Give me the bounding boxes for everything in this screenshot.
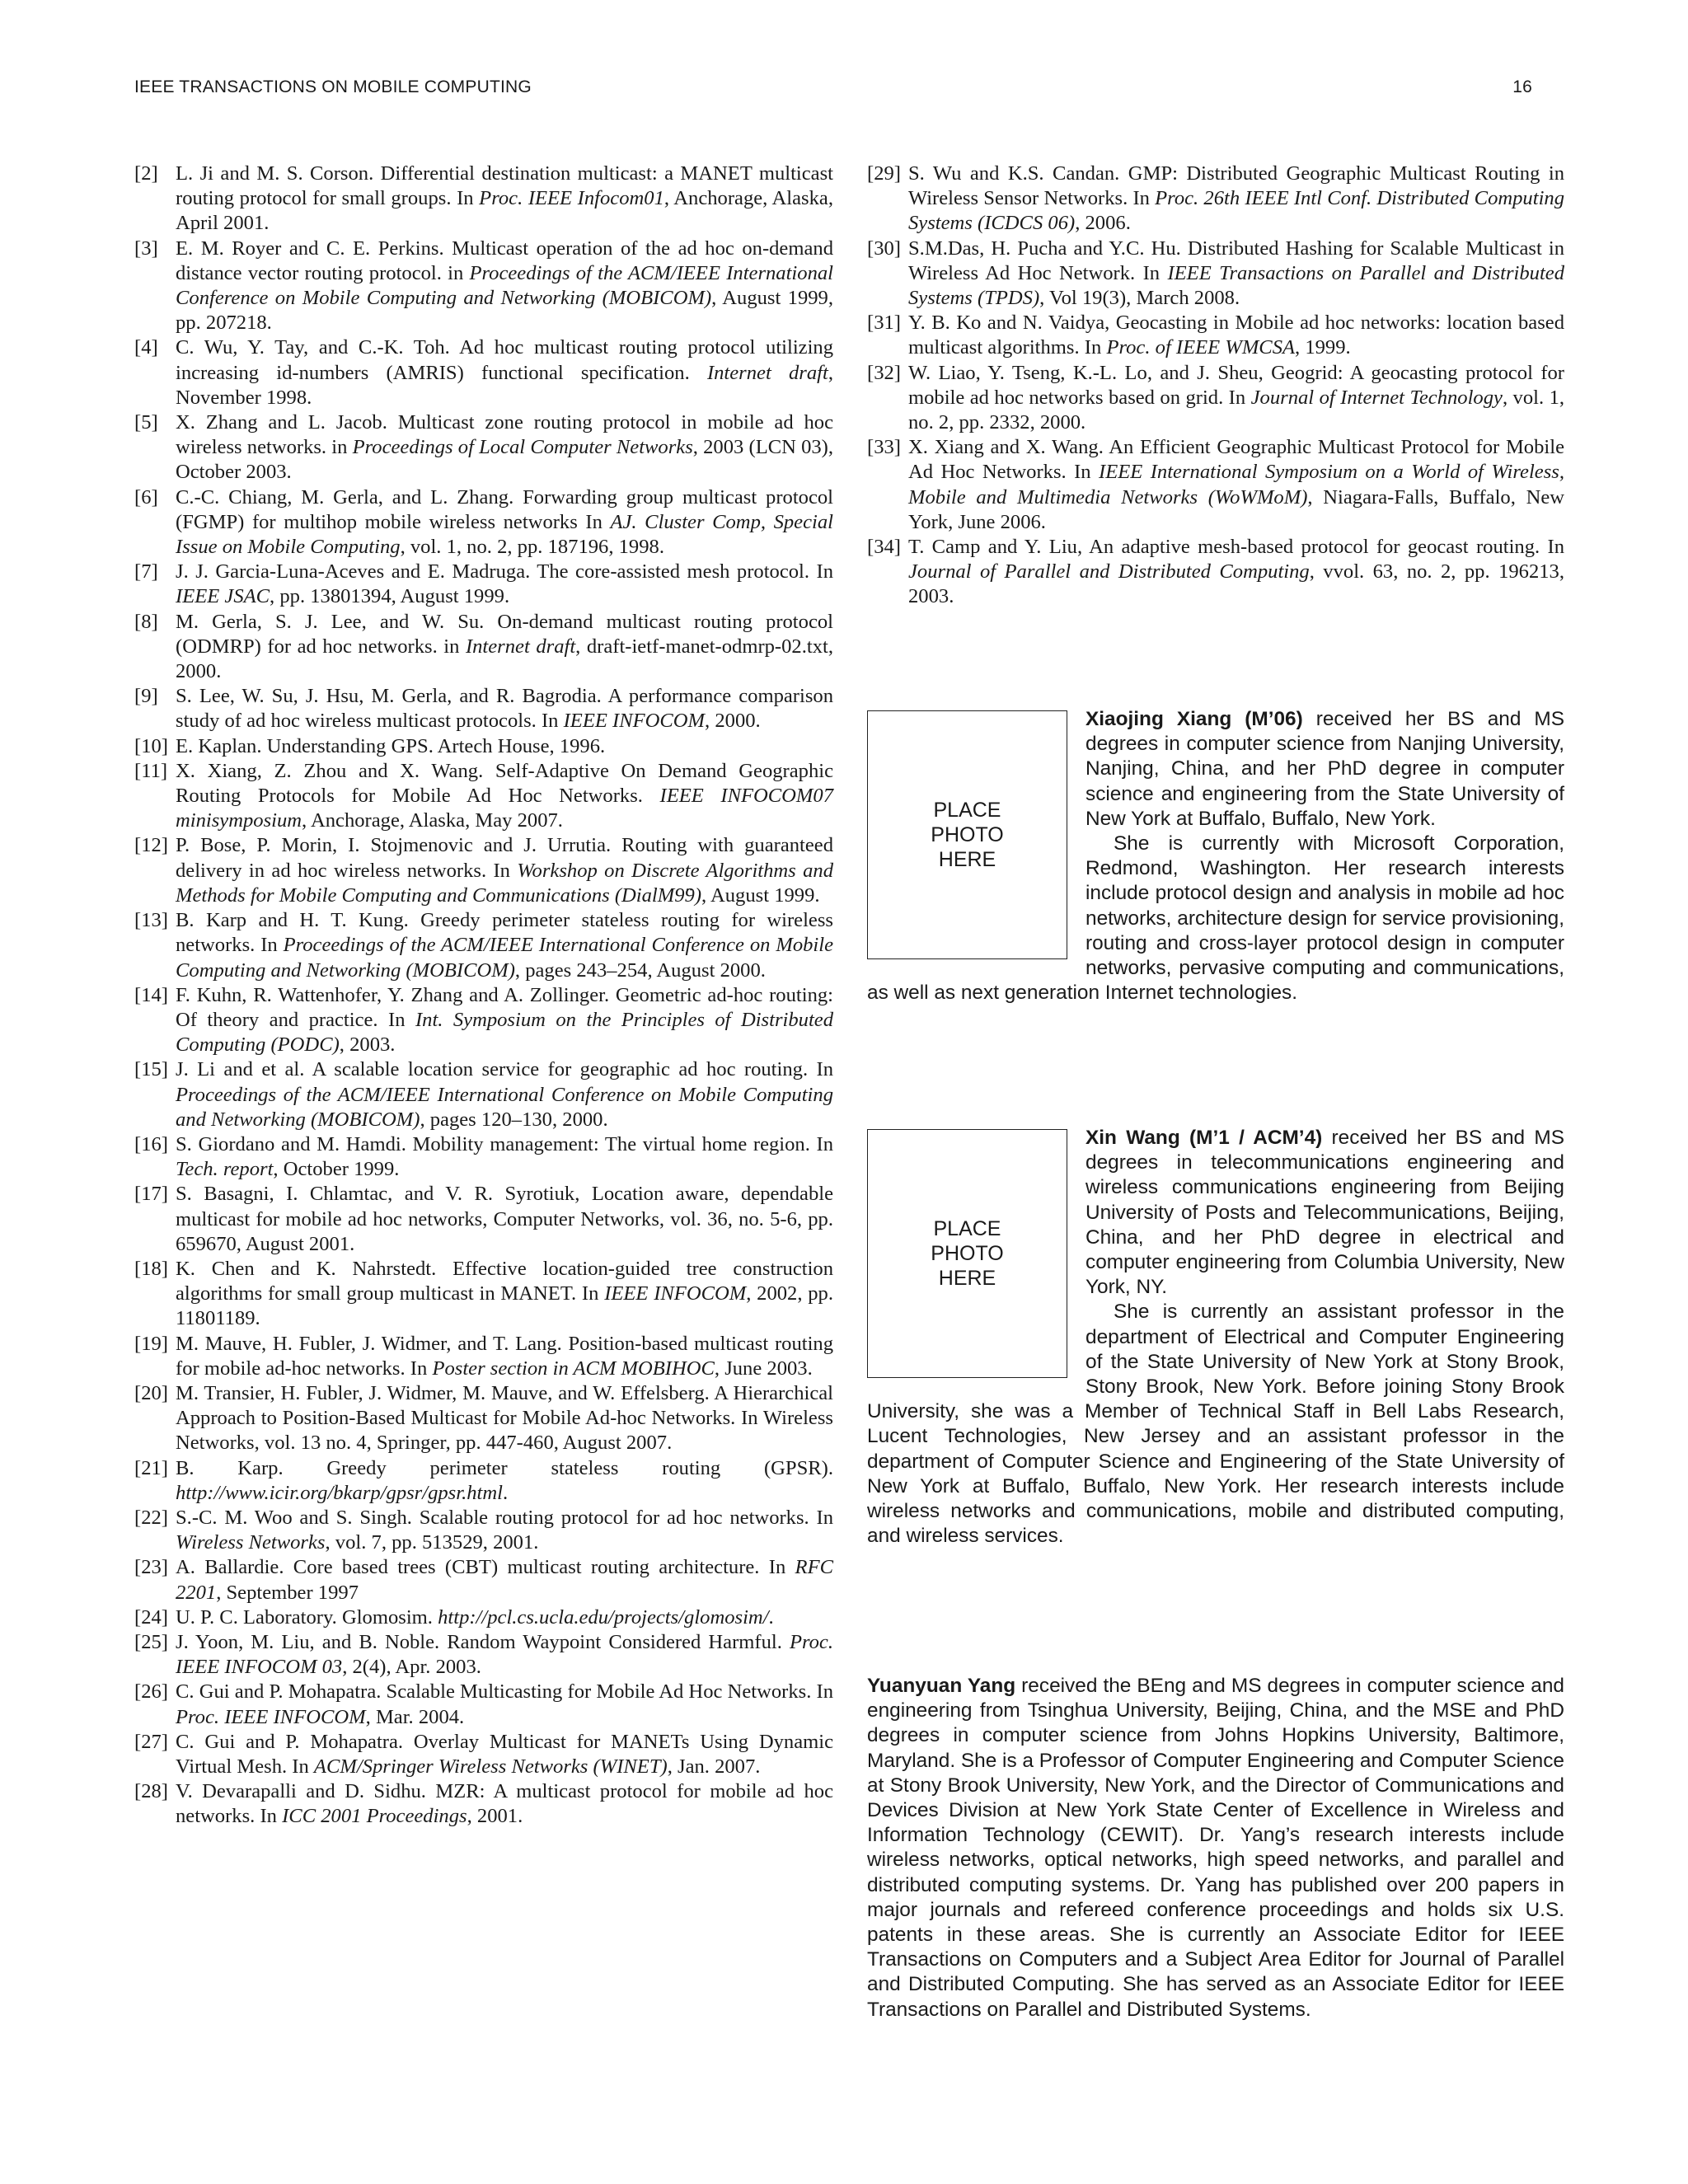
reference-entry [134, 610, 833, 685]
reference-text: S.-C. M. Woo and S. Singh. Scalable routing protocol for ad hoc networks. In [176, 1506, 833, 1529]
reference-text: , pp. 13801394, August 1999. [270, 585, 510, 608]
reference-text: , September 1997 [216, 1581, 359, 1604]
reference-entry [867, 237, 1564, 312]
reference-entry [134, 1779, 833, 1829]
reference-entry [134, 237, 833, 336]
reference-text: , 2006. [1075, 212, 1131, 235]
reference-number: [3] [134, 237, 158, 260]
reference-text: , June 2003. [714, 1357, 813, 1380]
reference-text: T. Camp and Y. Liu, An adaptive mesh-based protocol for geocast routing. In [908, 536, 1564, 559]
reference-text: , 2002, pp. 11801189. [176, 1282, 834, 1330]
reference-venue: ICC 2001 Proceedings [282, 1805, 467, 1828]
bio-text: received her BS and MS degrees in telecommunications engineering and wireless communications engineering from Beijing University of Posts and Telecommunications, Beijing, China, and her PhD degree in electrical and computer engineering from Columbia University, New York, NY. [1085, 1127, 1564, 1299]
reference-text: C. Wu, Y. Tay, and C.-K. Toh. Ad hoc multicast routing protocol utilizing increasing id-numbers (AMRIS) functional specification. [176, 336, 833, 384]
reference-text: W. Liao, Y. Tseng, K.-L. Lo, and J. Sheu, Geogrid: A geocasting protocol for mobile ad hoc networks based on grid. In [908, 361, 1564, 409]
reference-number: [34] [867, 536, 901, 559]
reference-venue: Tech. report [176, 1158, 274, 1181]
reference-number: [25] [134, 1630, 168, 1653]
reference-entry [134, 1555, 833, 1605]
reference-entry [867, 311, 1564, 360]
reference-venue: http://pcl.cs.ucla.edu/projects/glomosim/ [438, 1605, 769, 1629]
reference-entry [134, 1456, 833, 1506]
reference-number: [5] [134, 411, 158, 434]
reference-text: , vol. 7, pp. 513529, 2001. [325, 1531, 539, 1554]
reference-number: [33] [867, 436, 901, 459]
reference-venue: Workshop on Discrete Algorithms and Methods for Mobile Computing and Communications (DialM9̈9) [176, 859, 833, 907]
reference-text: A. Ballardie. Core based trees (CBT) multicast routing architecture. In [176, 1556, 795, 1579]
reference-text: , November 1998. [176, 361, 833, 409]
reference-venue: Proc. IEEE Infocom01 [479, 187, 664, 210]
reference-text: , August 1999, pp. 207218. [176, 287, 833, 335]
reference-number: [23] [134, 1556, 168, 1579]
reference-text: , vol. 1, no. 2, pp. 187196, 1998. [400, 536, 664, 559]
reference-venue: Proc. IEEE INFOCOM 03 [176, 1630, 833, 1679]
reference-text: K. Chen and K. Nahrstedt. Effective location-guided tree construction algorithms for small group multicast in MANET. In [176, 1257, 833, 1305]
reference-text: M. Gerla, S. J. Lee, and W. Su. On-demand multicast routing protocol (ODMRP) for ad hoc networks. in [176, 610, 833, 658]
reference-number: [8] [134, 610, 158, 633]
reference-number: [6] [134, 485, 158, 509]
reference-text: S. Lee, W. Su, J. Hsu, M. Gerla, and R. Bagrodia. A performance comparison study of ad hoc wireless multicast protocols. In [176, 685, 833, 733]
reference-text: V. Devarapalli and D. Sidhu. MZR: A multicast protocol for mobile ad hoc networks. In [176, 1780, 833, 1828]
reference-number: [7] [134, 560, 158, 583]
reference-entry [867, 535, 1564, 610]
bio-xin-wang [867, 1126, 1564, 1549]
reference-entry [134, 983, 833, 1058]
reference-entry [134, 684, 833, 733]
reference-entry [134, 1605, 833, 1630]
reference-venue: IEEE INFOCOM07 minisymposium [176, 785, 834, 832]
references-left-column [134, 162, 833, 1830]
reference-venue: ACM/Springer Wireless Networks (WINET) [313, 1755, 668, 1778]
reference-text: C. Gui and P. Mohapatra. Scalable Multicasting for Mobile Ad Hoc Networks. In [176, 1680, 833, 1704]
reference-entry [134, 485, 833, 560]
reference-text: , vol. 1, no. 2, pp. 2332, 2000. [908, 386, 1565, 434]
author-name: Xin Wang (M’1 / ACM’4) [1085, 1127, 1323, 1149]
reference-text: C. Gui and P. Mohapatra. Overlay Multicast for MANETs Using Dynamic Virtual Mesh. In [176, 1730, 833, 1778]
reference-venue: Proceedings of the ACM/IEEE International Conference on Mobile Computing and Networking (MOBICOM) [176, 261, 833, 310]
reference-text: , pages 120–130, 2000. [420, 1108, 608, 1131]
reference-entry [134, 410, 833, 485]
reference-entry [134, 1182, 833, 1257]
reference-number: [16] [134, 1132, 168, 1155]
photo-placeholder-text: PLACE PHOTO HERE [931, 799, 1004, 871]
reference-venue: Proceedings of Local Computer Networks [352, 436, 693, 459]
reference-number: [4] [134, 336, 158, 359]
photo-placeholder-text: PLACE PHOTO HERE [931, 1217, 1004, 1290]
bio-yuanyuan-yang [867, 1674, 1564, 2022]
reference-text: X. Xiang and X. Wang. An Efficient Geographic Multicast Protocol for Mobile Ad Hoc Networks. In [908, 436, 1564, 484]
reference-entry [134, 908, 833, 983]
bio-text: She is currently with Microsoft Corporation, Redmond, Washington. Her research interests include protocol design and analysis in mobile ad hoc networks, architecture design for service provisioning, routing and cross-layer protocol design in computer networks, pervasive computing and communications, as well as next generation Internet technologies. [867, 832, 1564, 1005]
reference-venue: Proc. IEEE INFOCOM [176, 1705, 366, 1728]
reference-text: . [768, 1605, 774, 1629]
reference-number: [19] [134, 1332, 168, 1355]
reference-number: [13] [134, 909, 168, 932]
reference-text: , 2000. [705, 710, 761, 733]
reference-venue: Internet draft [465, 635, 576, 658]
reference-text: B. Karp. Greedy perimeter stateless routing (GPSR). [176, 1456, 833, 1479]
reference-entry [134, 833, 833, 908]
reference-text: , Jan. 2007. [667, 1755, 761, 1778]
reference-text: , 2003. [339, 1033, 396, 1057]
reference-venue: AJ. Cluster Comp, Special Issue on Mobile Computing [176, 510, 833, 559]
reference-venue: IEEE INFOCOM [563, 710, 706, 733]
reference-venue: Internet draft [706, 361, 828, 384]
reference-text: , 2001. [467, 1805, 523, 1828]
author-name: Yuanyuan Yang [867, 1675, 1016, 1697]
reference-text: , Anchorage, Alaska, April 2001. [176, 187, 833, 235]
reference-number: [20] [134, 1381, 168, 1404]
reference-number: [26] [134, 1680, 168, 1704]
reference-venue: Journal of Internet Technology [1250, 386, 1503, 409]
reference-text: P. Bose, P. Morin, I. Stojmenovic and J. Urrutia. Routing with guaranteed delivery in ad hoc wireless networks. In [176, 834, 833, 882]
reference-venue: Journal of Parallel and Distributed Computing [908, 560, 1310, 583]
reference-entry [867, 361, 1564, 436]
bio-xiaojing-xiang [867, 707, 1564, 1005]
reference-text: , pages 243–254, August 2000. [514, 958, 766, 982]
reference-entry [134, 1057, 833, 1132]
reference-text: S. Wu and K.S. Candan. GMP: Distributed Geographic Multicast Routing in Wireless Sensor Networks. In [908, 162, 1564, 210]
bio-text: received the BEng and MS degrees in computer science and engineering from Tsinghua University, Beijing, China, and the MSE and PhD degrees in computer science from Johns Hopkins University, Baltimore, Maryland. She is a Professor of Computer Engineering and Computer Science at Stony Brook University, New York, and the Director of Communications and Devices Division at New York State Center of Excellence in Wireless and Information Technology (CEWIT). Dr. Yang’s research interests include wireless networks, optical networks, high speed networks, and parallel and distributed computing systems. Dr. Yang has published over 200 papers in major journals and refereed conference proceedings and holds six U.S. patents in these areas. She is currently an Associate Editor for IEEE Transactions on Computers and a Subject Area Editor for Journal of Parallel and Distributed Computing. She has served as an Associate Editor for IEEE Transactions on Parallel and Distributed Systems. [867, 1675, 1564, 2021]
reference-entry [134, 1506, 833, 1555]
reference-text: , Niagara-Falls, Buffalo, New York, June 2006. [908, 485, 1565, 533]
reference-text: E. Kaplan. Understanding GPS. Artech House, 1996. [176, 734, 606, 757]
reference-venue: http://www.icir.org/bkarp/gpsr/gpsr.html [176, 1481, 503, 1504]
running-header [134, 77, 1532, 104]
reference-text: F. Kuhn, R. Wattenhofer, Y. Zhang and A. Zollinger. Geometric ad-hoc routing: Of theory and practice. In [176, 983, 833, 1031]
reference-venue: Proceedings of the ACM/IEEE International Conference on Mobile Computing and Networking (MOBICOM) [176, 934, 833, 982]
author-name: Xiaojing Xiang (M’06) [1085, 708, 1303, 730]
reference-venue: Wireless Networks [176, 1531, 326, 1554]
reference-number: [30] [867, 237, 901, 260]
reference-entry [867, 435, 1564, 535]
reference-entry [134, 734, 833, 759]
page-number: 16 [1512, 77, 1532, 96]
reference-text: J. J. Garcia-Luna-Aceves and E. Madruga. The core-assisted mesh protocol. In [176, 560, 833, 583]
reference-text: , vvol. 63, no. 2, pp. 196213, 2003. [908, 560, 1565, 608]
reference-text: B. Karp and H. T. Kung. Greedy perimeter stateless routing for wireless networks. In [176, 909, 833, 957]
reference-text: S.M.Das, H. Pucha and Y.C. Hu. Distributed Hashing for Scalable Multicast in Wireless Ad Hoc Network. In [908, 237, 1564, 284]
reference-text: , October 1999. [273, 1158, 400, 1181]
reference-text: X. Xiang, Z. Zhou and X. Wang. Self-Adaptive On Demand Geographic Routing Protocols for Mobile Ad Hoc Networks. [176, 759, 833, 808]
reference-text: X. Zhang and L. Jacob. Multicast zone routing protocol in mobile ad hoc wireless networks. in [176, 411, 833, 459]
reference-text: , draft-ietf-manet-odmrp-02.txt, 2000. [176, 635, 833, 683]
reference-venue: IEEE Transactions on Parallel and Distributed Systems (TPDS) [908, 261, 1564, 310]
photo-placeholder [867, 710, 1067, 959]
reference-text: M. Mauve, H. Fubler, J. Widmer, and T. Lang. Position-based multicast routing for mobile ad-hoc networks. In [176, 1332, 833, 1380]
reference-entry [134, 1630, 833, 1680]
reference-venue: Proceedings of the ACM/IEEE International Conference on Mobile Computing and Networking (MOBICOM) [176, 1083, 833, 1131]
reference-text: , August 1999. [701, 883, 820, 907]
reference-entry [134, 1332, 833, 1381]
reference-text: E. M. Royer and C. E. Perkins. Multicast operation of the ad hoc on-demand distance vector routing protocol. in [176, 237, 833, 284]
reference-entry [134, 1132, 833, 1182]
reference-number: [28] [134, 1780, 168, 1803]
reference-entry [134, 1381, 833, 1456]
reference-number: [18] [134, 1257, 168, 1280]
reference-number: [21] [134, 1456, 168, 1479]
reference-venue: IEEE International Symposium on a World of Wireless, Mobile and Multimedia Networks (WoWMoM) [908, 461, 1564, 509]
reference-entry [134, 162, 833, 237]
reference-text: J. Li and et al. A scalable location service for geographic ad hoc routing. In [176, 1058, 833, 1081]
reference-text: . [502, 1481, 509, 1504]
reference-text: M. Transier, H. Fubler, J. Widmer, M. Mauve, and W. Effelsberg. A Hierarchical Approach to Position-Based Multicast for Mobile Ad-hoc Networks. In Wireless Networks, vol. 13 no. 4, Springer, pp. 447-460, August 2007. [176, 1381, 833, 1455]
journal-title: IEEE TRANSACTIONS ON MOBILE COMPUTING [134, 77, 532, 96]
reference-entry [134, 560, 833, 609]
reference-text: Y. B. Ko and N. Vaidya, Geocasting in Mobile ad hoc networks: location based multicast algorithms. In [908, 312, 1564, 359]
reference-text: , 2003 (LCN 03), October 2003. [176, 436, 833, 484]
reference-entry [867, 162, 1564, 237]
reference-text: , Vol 19(3), March 2008. [1039, 287, 1240, 310]
reference-number: [2] [134, 162, 158, 185]
reference-entry [134, 759, 833, 834]
reference-number: [15] [134, 1058, 168, 1081]
reference-number: [31] [867, 312, 901, 335]
reference-number: [14] [134, 983, 168, 1006]
references-right-column [867, 162, 1564, 610]
reference-venue: Proc. of IEEE WMCSA [1106, 336, 1296, 359]
reference-entry [134, 1257, 833, 1332]
reference-number: [17] [134, 1183, 168, 1206]
reference-text: , 2(4), Apr. 2003. [342, 1656, 481, 1679]
reference-number: [32] [867, 361, 901, 384]
reference-text: U. P. C. Laboratory. Glomosim. [176, 1605, 438, 1629]
reference-text: J. Yoon, M. Liu, and B. Noble. Random Waypoint Considered Harmful. [176, 1630, 790, 1653]
reference-number: [9] [134, 685, 158, 708]
reference-number: [12] [134, 834, 168, 857]
reference-text: C.-C. Chiang, M. Gerla, and L. Zhang. Forwarding group multicast protocol (FGMP) for multihop mobile wireless networks In [176, 485, 833, 533]
reference-venue: Int. Symposium on the Principles of Distributed Computing (PODC) [176, 1008, 833, 1057]
reference-entry [134, 1730, 833, 1779]
reference-text: , Anchorage, Alaska, May 2007. [302, 809, 563, 832]
reference-venue: IEEE INFOCOM [604, 1282, 747, 1305]
reference-entry [134, 335, 833, 410]
reference-text: , 1999. [1295, 336, 1351, 359]
reference-text: S. Basagni, I. Chlamtac, and V. R. Syrotiuk, Location aware, dependable multicast for mobile ad hoc networks, Computer Networks, vol. 36, no. 5-6, pp. 659670, August 2001. [176, 1183, 833, 1255]
reference-number: [27] [134, 1730, 168, 1753]
reference-venue: Proc. 26th IEEE Intl Conf. Distributed Computing Systems (ICDCS 06) [908, 187, 1564, 235]
reference-number: [10] [134, 734, 168, 757]
reference-text: S. Giordano and M. Hamdi. Mobility management: The virtual home region. In [176, 1132, 833, 1155]
reference-number: [11] [134, 759, 168, 782]
reference-number: [22] [134, 1506, 168, 1529]
reference-text: L. Ji and M. S. Corson. Differential destination multicast: a MANET multicast routing protocol for small groups. In [176, 162, 833, 210]
bio-text: She is currently an assistant professor in the department of Electrical and Computer Engineering of the State University of New York at Stony Brook, Stony Brook, New York. Before joining Stony Brook University, she was a Member of Technical Staff in Bell Labs Research, Lucent Technologies, New Jersey and an assistant professor in the department of Computer Science and Engineering of the State University of New York at Buffalo, Buffalo, New York. Her research interests include wireless networks and communications, mobile and distributed computing, and wireless services. [867, 1301, 1564, 1548]
bio-paragraph [867, 1674, 1564, 2022]
reference-venue: Poster section in ACM MOBIHOC [432, 1357, 715, 1380]
reference-venue: IEEE JSAC [176, 585, 270, 608]
reference-entry [134, 1680, 833, 1729]
reference-number: [24] [134, 1605, 168, 1629]
photo-placeholder [867, 1129, 1067, 1378]
reference-number: [29] [867, 162, 901, 185]
reference-text: , Mar. 2004. [365, 1705, 465, 1728]
reference-venue: RFC 2201 [176, 1556, 833, 1604]
bio-text: received her BS and MS degrees in computer science from Nanjing University, Nanjing, China, and her PhD degree in computer science and engineering from the State University of New York at Buffalo, Buffalo, New York. [1085, 708, 1564, 830]
